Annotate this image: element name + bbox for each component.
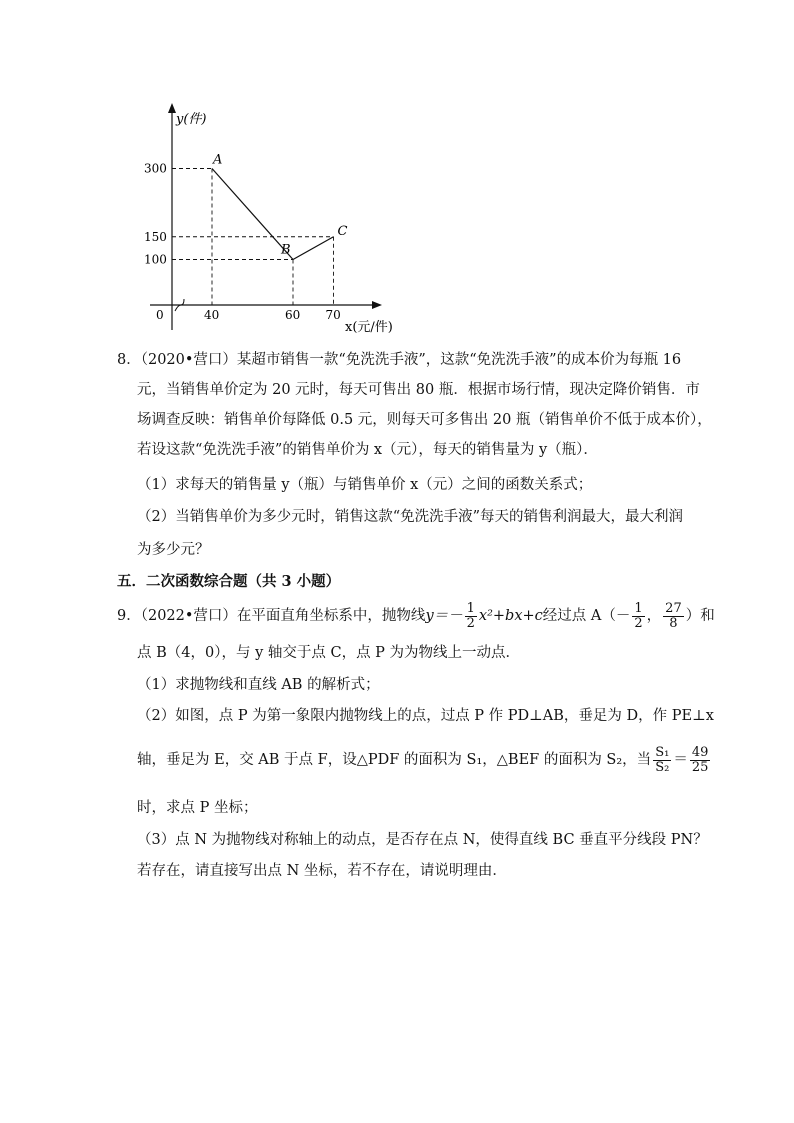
q8-part1: （1）求每天的销售量 y（瓶）与销售单价 x（元）之间的函数关系式； [137,477,593,493]
frac-den: 25 [691,759,709,775]
fraction-a-x [632,602,644,631]
point-label-c: C [337,223,348,239]
q9-equals: ＝ [673,752,688,768]
y-axis-arrow [168,103,176,113]
q9-comma: ， [646,608,662,624]
x-tick-40: 40 [204,308,220,322]
q8-line2: 元，当销售单价定为 20 元时，每天可售出 80 瓶．根据市场行情，现决定降价销售．市 [137,382,700,398]
q8-line4: 若设这款“免洗洗手液”的销售单价为 x（元），每天的销售量为 y（瓶）． [137,442,598,458]
y-tick-300: 300 [144,161,167,176]
q9-line2: 点 B（4，0），与 y 轴交于点 C，点 P 为为物线上一动点． [137,645,521,661]
x-tick-60: 60 [285,308,301,322]
frac-den: S₂ [655,759,670,775]
y-axis-label: y(件) [176,112,207,127]
y-tick-100: 100 [144,252,167,267]
q9-part1: （1）求抛物线和直线 AB 的解析式； [137,677,380,693]
x-axis-label: x(元/件) [345,320,393,335]
q8-line3: 场调查反映：销售单价每降低 0.5 元，则每天可多售出 20 瓶（销售单价不低于成本价）， [137,412,712,428]
q9-parabola-y: y＝－ [425,608,463,624]
x-axis-arrow [372,301,382,309]
q9-part2-end: 时，求点 P 坐标； [137,800,258,816]
fraction-49-25 [690,746,711,775]
q8-part2: （2）当销售单价为多少元时，销售这款“免洗洗手液”每天的销售利润最大，最大利润 [137,509,684,525]
q8-line1: 8．（2020•营口）某超市销售一款“免洗洗手液”，这款“免洗洗手液”的成本价为每瓶 16 [117,352,682,368]
q9-part3-cont: 若存在，请直接写出点 N 坐标，若不存在，请说明理由． [137,863,507,879]
q9-line1 [117,602,715,630]
point-label-b: B [281,242,291,258]
x-tick-70: 70 [325,308,341,322]
q9-part3: （3）点 N 为抛物线对称轴上的动点，是否存在点 N，使得直线 BC 垂直平分线段 PN？ [137,832,708,848]
fraction-s1-s2 [653,746,671,775]
frac-num: 49 [691,744,709,760]
q9-and: ）和 [685,608,715,624]
y-tick-150: 150 [144,229,167,244]
section-heading: 五．二次函数综合题（共 3 小题） [117,573,341,590]
frac-num: 1 [634,600,643,616]
fraction-one-half [465,602,477,631]
fraction-a-y [663,602,684,631]
frac-den: 8 [669,615,678,631]
q9-intro: 9．（2022•营口）在平面直角坐标系中，抛物线 [117,608,426,624]
frac-num: S₁ [655,744,670,760]
frac-den: 2 [634,615,643,631]
frac-num: 27 [665,600,682,616]
point-label-a: A [213,152,223,168]
q8-part2-cont: 为多少元？ [137,542,210,558]
origin-label: 0 [156,308,164,322]
price-sales-chart [130,95,420,345]
q9-part2: （2）如图，点 P 为第一象限内抛物线上的点，过点 P 作 PD⊥AB，垂足为 D，作 PE⊥x [137,708,714,724]
frac-num: 1 [466,600,475,616]
segment-bc [293,237,334,260]
frac-den: 2 [466,615,475,631]
q9-parabola-rest: x²+bx+c [478,608,543,624]
q9-area-text: 轴，垂足为 E，交 AB 于点 F，设△PDF 的面积为 S₁，△BEF 的面积为 S₂，当 [137,752,652,768]
q9-part2-cont [137,742,712,778]
q9-point-a-label: 经过点 A（－ [542,608,631,624]
